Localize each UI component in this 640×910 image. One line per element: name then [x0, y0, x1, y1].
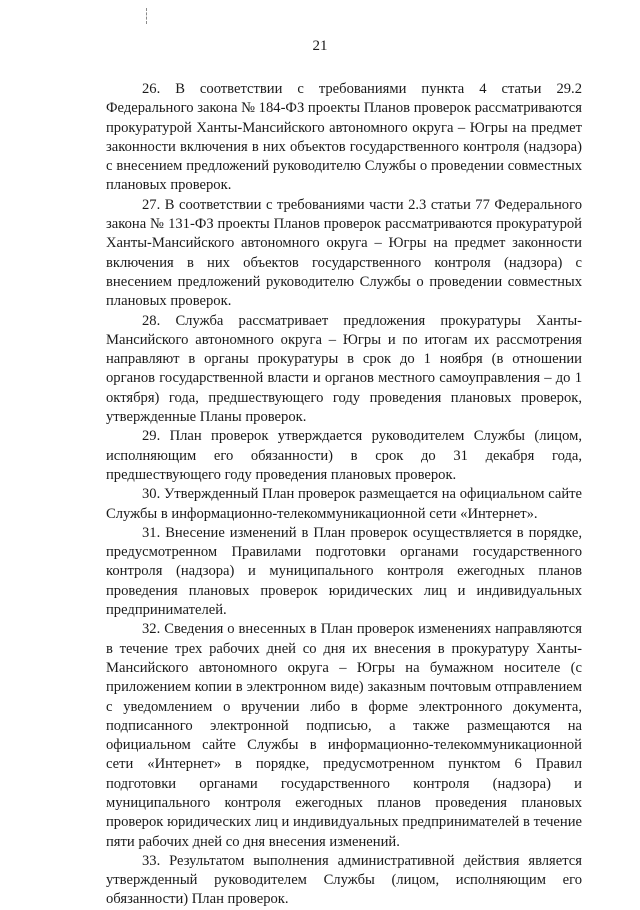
- paragraph-28: 28. Служба рассматривает предложения прокуратуры Ханты-Мансийского автономного округа – Югры и по итогам их рассмотрения направляют в органы прокуратуры в срок до 1 ноября (в отношении органов государственной власти и органов местного самоуправления – до 1 октября) года, предшествующего году проведения плановых проверок, утвержденные Планы проверок.: [106, 312, 582, 426]
- scan-artifact-mark: [146, 8, 148, 24]
- page-number: 21: [312, 38, 328, 54]
- paragraph-27: 27. В соответствии с требованиями части 2.3 статьи 77 Федерального закона № 131-ФЗ проекты Планов проверок рассматриваются прокуратурой Ханты-Мансийского автономного округа – Югры на предмет законности включения в них объектов государственного контроля (надзора) с внесением предложений руководителю Службы о проведении совместных плановых проверок.: [106, 196, 582, 310]
- paragraph-26: 26. В соответствии с требованиями пункта 4 статьи 29.2 Федерального закона № 184-ФЗ проекты Планов проверок рассматриваются прокуратурой Ханты-Мансийского автономного округа – Югры на предмет законности включения в них объектов государственного контроля (надзора) с внесением предложений руководителю Службы о проведении совместных плановых проверок.: [106, 81, 582, 194]
- paragraph-32: 32. Сведения о внесенных в План проверок изменениях направляются в течение трех рабочих дней со дня их внесения в прокуратуру Ханты-Мансийского автономного округа – Югры на бумажном носителе (с приложением копии в электронном виде) заказным почтовым отправлением с уведомлением о вручении либо в форме электронного документа, подписанного электронной подписью, а также размещаются на официальном сайте Службы в информационно-телекоммуникационной сети «Интернет» в порядке, предусмотренном пунктом 6 Правил подготовки органами государственного контроля (надзора) и муниципального контроля ежегодных планов проведения плановых проверок юридических лиц и индивидуальных предпринимателей в течение пяти рабочих дней со дня внесения изменений.: [106, 621, 582, 850]
- document-body: [106, 80, 582, 910]
- paragraph-31: 31. Внесение изменений в План проверок осуществляется в порядке, предусмотренном Правилами подготовки органами государственного контроля (надзора) и муниципального контроля ежегодных планов проведения плановых проверок юридических лиц и индивидуальных предпринимателей.: [106, 524, 582, 619]
- paragraph-30: 30. Утвержденный План проверок размещается на официальном сайте Службы в информационно-телекоммуникационной сети «Интернет».: [106, 486, 582, 522]
- paragraph-29: 29. План проверок утверждается руководителем Службы (лицом, исполняющим его обязанности) в срок до 31 декабря года, предшествующего году проведения плановых проверок.: [106, 428, 582, 483]
- paragraph-33: 33. Результатом выполнения административной действия является утвержденный руководителем Службы (лицом, исполняющим его обязанности) План проверок.: [106, 852, 582, 908]
